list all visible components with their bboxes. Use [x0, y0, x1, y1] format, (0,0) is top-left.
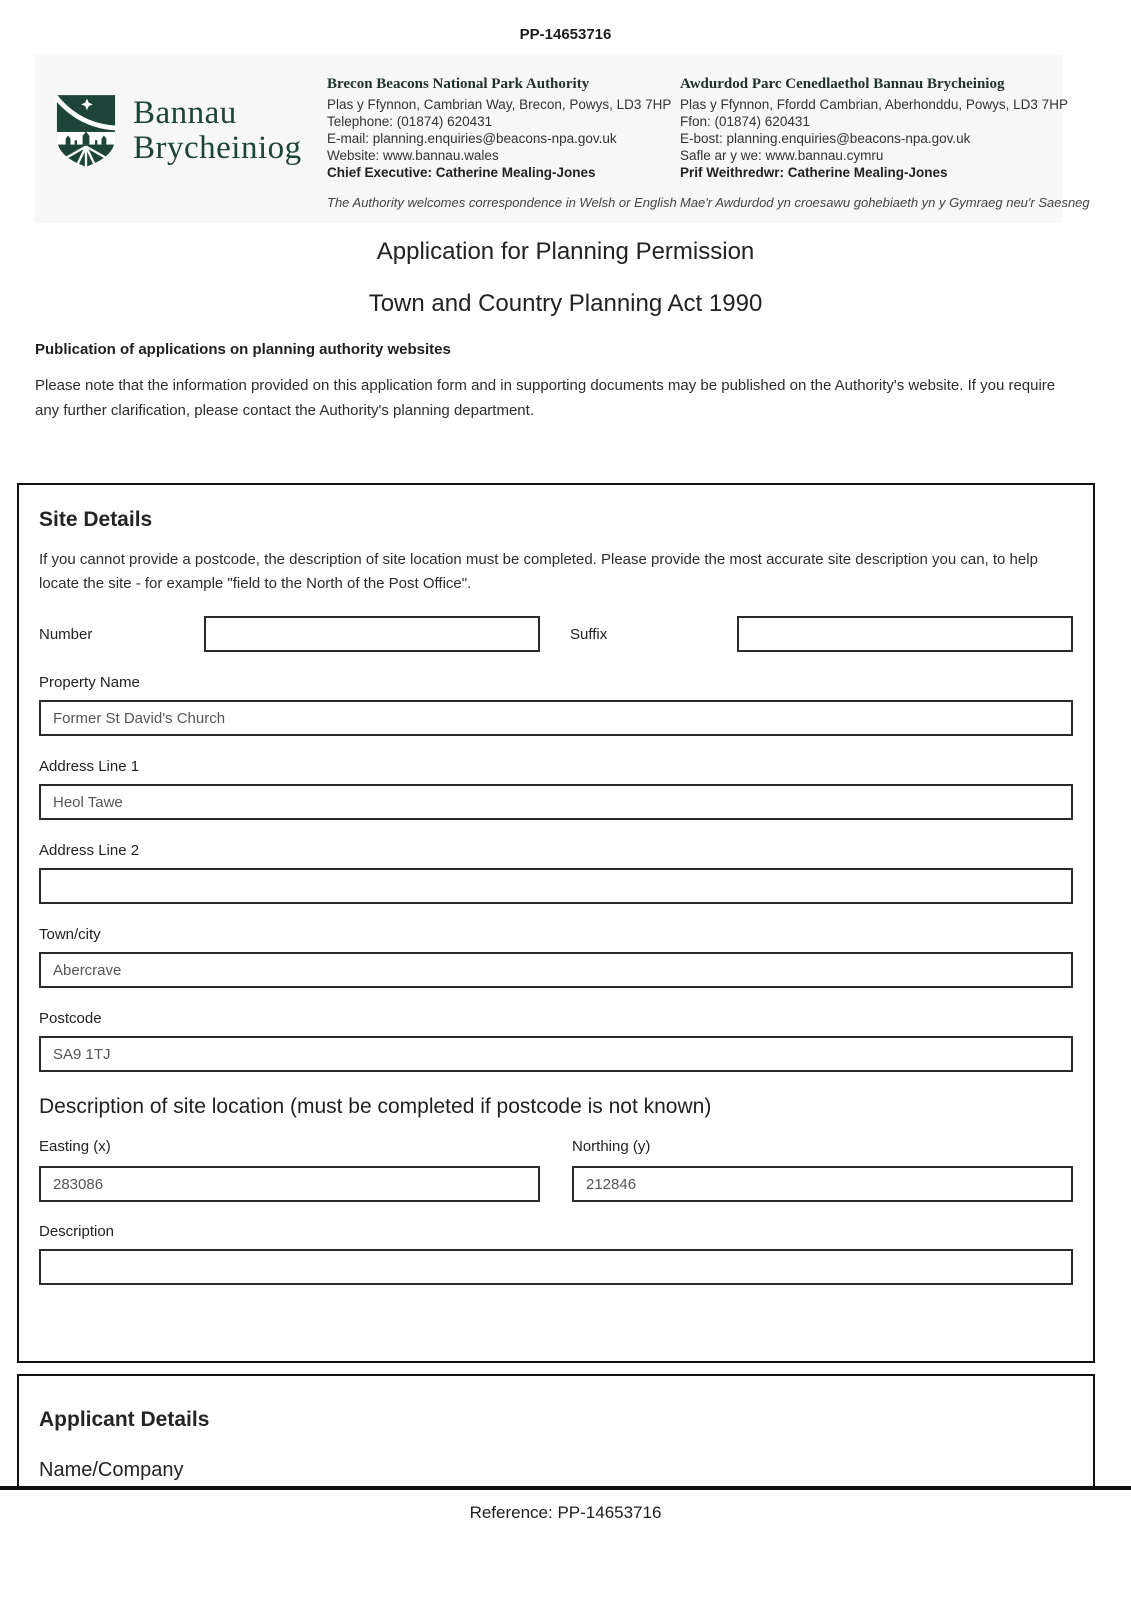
easting-northing-row: [39, 1138, 1073, 1202]
authority-phone-en: Telephone: (01874) 620431: [327, 114, 493, 129]
property-name-input[interactable]: [39, 700, 1073, 736]
description-field: [39, 1223, 1073, 1285]
applicant-details-heading: Applicant Details: [39, 1408, 210, 1431]
footer-reference: Reference: PP-14653716: [469, 1503, 662, 1522]
northing-label: Northing (y): [572, 1138, 651, 1155]
number-input[interactable]: [204, 616, 540, 652]
town-city-field: [39, 926, 1073, 988]
site-location-heading: Description of site location (must be completed if postcode is not known): [39, 1095, 712, 1118]
applicant-details-section: [17, 1374, 1095, 1486]
number-label: Number: [39, 625, 93, 643]
address-line2-field: [39, 842, 1073, 904]
authority-name-en: Brecon Beacons National Park Authority: [327, 76, 590, 92]
site-details-section: [17, 483, 1095, 1363]
logo-word-line1: Bannau: [133, 95, 237, 131]
logo-word-line2: Brycheiniog: [133, 130, 302, 166]
bannau-brycheiniog-logo: [35, 55, 327, 169]
postcode-label: Postcode: [39, 1010, 102, 1027]
postcode-field: [39, 1010, 1073, 1072]
authority-header: [35, 55, 1090, 223]
town-city-label: Town/city: [39, 926, 101, 943]
chief-executive-en: Chief Executive: Catherine Mealing-Jones: [327, 165, 596, 180]
contact-welsh: [680, 55, 1090, 211]
address-line1-label: Address Line 1: [39, 758, 140, 775]
postcode-input[interactable]: [39, 1036, 1073, 1072]
page-break-line: [0, 1486, 1131, 1490]
site-details-heading: Site Details: [39, 508, 153, 531]
property-name-field: [39, 674, 1073, 736]
logo-wordmark: [133, 96, 302, 166]
site-details-intro: If you cannot provide a postcode, the description of site location must be completed. Please provide the most accurate site description you can, to help locate the site - for example "field to the North of the Post Office".: [39, 551, 1038, 592]
northing-input[interactable]: [572, 1166, 1073, 1202]
suffix-label: Suffix: [570, 625, 608, 643]
chief-executive-cy: Prif Weithredwr: Catherine Mealing-Jones: [680, 165, 948, 180]
suffix-input[interactable]: [737, 616, 1073, 652]
authority-website-en: Website: www.bannau.wales: [327, 148, 499, 163]
description-label: Description: [39, 1223, 115, 1240]
property-name-label: Property Name: [39, 674, 140, 691]
language-note-cy: Mae'r Awdurdod yn croesawu gohebiaeth yn y Gymraeg neu'r Saesneg: [680, 195, 1090, 210]
publication-heading: Publication of applications on planning authority websites: [35, 341, 451, 358]
contact-english: [327, 55, 680, 211]
authority-email-en: E-mail: planning.enquiries@beacons-npa.gov.uk: [327, 131, 617, 146]
easting-input[interactable]: [39, 1166, 540, 1202]
publication-body: Please note that the information provided on this application form and in supporting documents may be published on the Authority's website. If you require any further clarification, please contact the Authority's planning department.: [35, 377, 1056, 419]
address-line1-field: [39, 758, 1073, 820]
address-line2-label: Address Line 2: [39, 842, 140, 859]
act-title: Town and Country Planning Act 1990: [368, 290, 763, 317]
authority-website-cy: Safle ar y we: www.bannau.cymru: [680, 148, 884, 163]
town-city-input[interactable]: [39, 952, 1073, 988]
address-line2-input[interactable]: [39, 868, 1073, 904]
authority-address-en: Plas y Ffynnon, Cambrian Way, Brecon, Powys, LD3 7HP: [327, 97, 672, 112]
language-note-en: The Authority welcomes correspondence in Welsh or English: [327, 195, 677, 210]
northing-field: [572, 1138, 1073, 1202]
easting-field: [39, 1138, 540, 1202]
address-line1-input[interactable]: [39, 784, 1073, 820]
form-reference-top: PP-14653716: [519, 26, 612, 43]
shield-emblem-icon: [55, 93, 117, 169]
description-input[interactable]: [39, 1249, 1073, 1285]
authority-name-cy: Awdurdod Parc Cenedlaethol Bannau Brycheiniog: [680, 76, 1005, 92]
authority-email-cy: E-bost: planning.enquiries@beacons-npa.gov.uk: [680, 131, 971, 146]
form-title: Application for Planning Permission: [376, 238, 755, 265]
easting-label: Easting (x): [39, 1138, 111, 1155]
authority-phone-cy: Ffon: (01874) 620431: [680, 114, 810, 129]
authority-address-cy: Plas y Ffynnon, Ffordd Cambrian, Aberhonddu, Powys, LD3 7HP: [680, 97, 1068, 112]
name-company-label: Name/Company: [39, 1459, 184, 1481]
number-suffix-row: [39, 616, 1073, 652]
